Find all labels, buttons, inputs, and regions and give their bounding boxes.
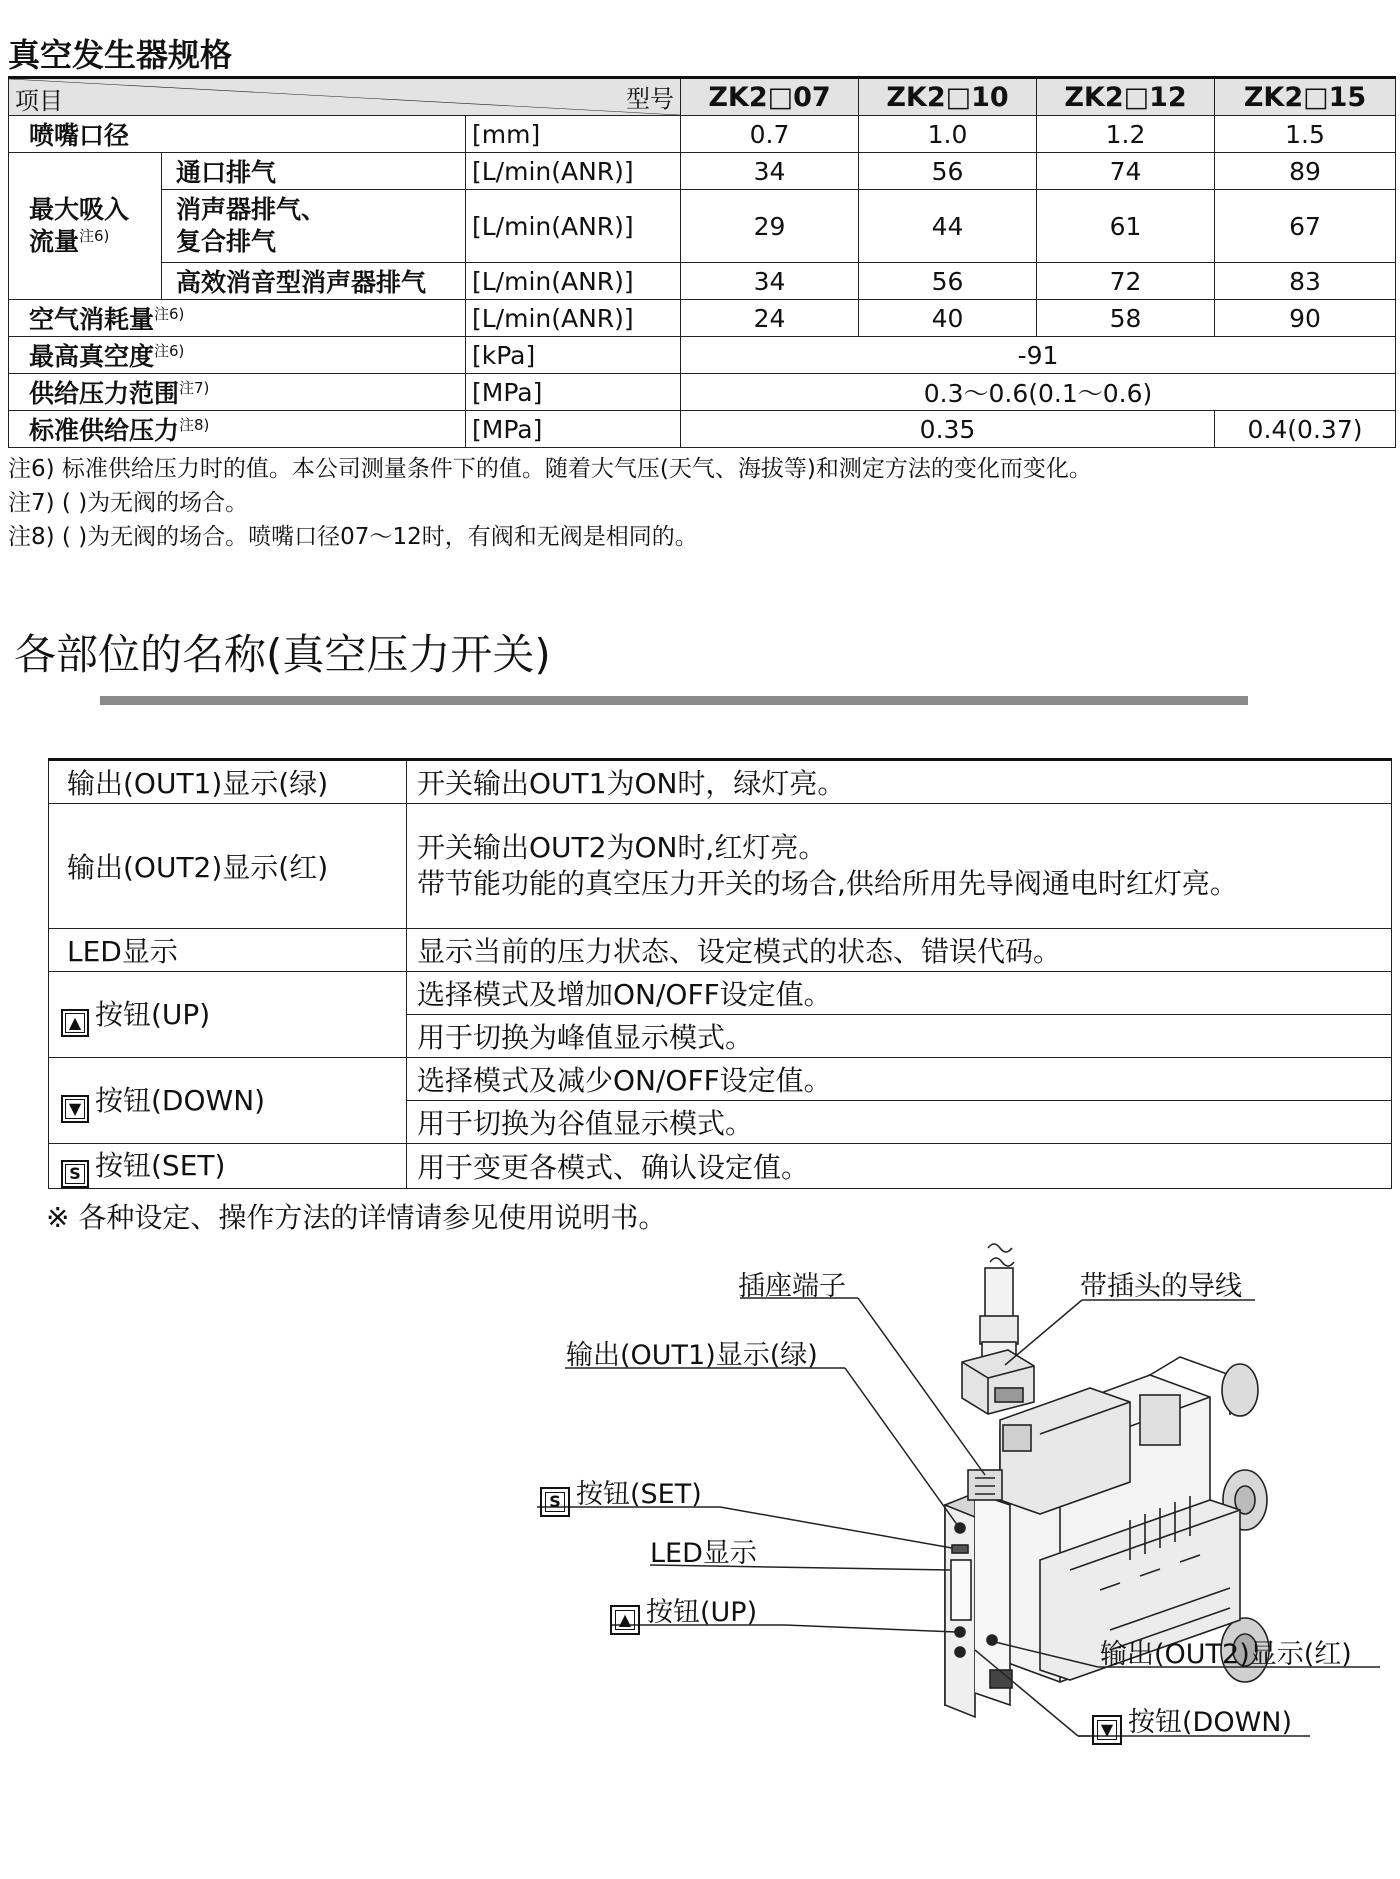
s-letter-icon: S [540, 1487, 570, 1517]
note-6: 注6) 标准供给压力时的值。本公司测量条件下的值。随着大气压(天气、海拔等)和测定方法的变化而变化。 [8, 456, 1092, 482]
note-ref: 注6) [154, 305, 185, 323]
model-header: ZK2□12 [1037, 78, 1215, 116]
part-name-text: 按钮(DOWN) [95, 1083, 266, 1117]
cell-value: 61 [1037, 190, 1215, 263]
note-ref: 注7) [179, 379, 210, 397]
label-up-button [610, 1590, 757, 1635]
part-name-text: 按钮(UP) [95, 997, 211, 1031]
row-unit: [MPa] [466, 374, 681, 411]
part-desc-line1: 开关输出OUT2为ON时,红灯亮。 [417, 831, 827, 864]
corner-item-label: 项目 [15, 87, 63, 115]
row-unit: [mm] [466, 116, 681, 153]
flow-group-line1: 最大吸入 [29, 195, 130, 224]
part-name-text: 按钮(SET) [95, 1149, 226, 1182]
label-text: 按钮(DOWN) [1128, 1707, 1293, 1738]
cell-value: 1.0 [859, 116, 1037, 153]
label-text: 按钮(SET) [576, 1479, 702, 1510]
part-name: 输出(OUT1)显示(绿) [49, 760, 407, 804]
cell-value: 74 [1037, 153, 1215, 190]
label-socket-terminal: 插座端子 [738, 1271, 846, 1302]
note-7: 注7) ( )为无阀的场合。 [8, 490, 249, 516]
model-header: ZK2□07 [681, 78, 859, 116]
cell-value: 89 [1215, 153, 1396, 190]
down-triangle-icon: ▼ [61, 1095, 89, 1123]
row-label-text: 标准供给压力 [29, 416, 180, 445]
note-ref: 注6) [154, 342, 185, 360]
cell-value: 72 [1037, 263, 1215, 300]
row-unit: [L/min(ANR)] [466, 190, 681, 263]
row-unit: [MPa] [466, 411, 681, 448]
part-desc: 用于变更各模式、确认设定值。 [407, 1144, 1392, 1189]
part-name: LED显示 [49, 929, 407, 972]
note-ref: 注6) [79, 227, 110, 245]
part-desc: 开关输出OUT1为ON时，绿灯亮。 [407, 760, 1392, 804]
part-desc: 用于切换为峰值显示模式。 [407, 1015, 1392, 1058]
row-label-text: 空气消耗量 [29, 305, 155, 334]
label-out2-indicator: 输出(OUT2)显示(红) [1100, 1639, 1352, 1670]
spec-title: 真空发生器规格 [8, 36, 233, 74]
cell-value: 24 [681, 300, 859, 337]
note-8: 注8) ( )为无阀的场合。喷嘴口径07～12时，有阀和无阀是相同的。 [8, 524, 698, 550]
label-text: 按钮(UP) [646, 1597, 758, 1628]
row-unit: [L/min(ANR)] [466, 300, 681, 337]
corner-model-label: 型号 [626, 85, 675, 113]
label-cable-with-plug: 带插头的导线 [1080, 1271, 1242, 1302]
cell-value: 0.3～0.6(0.1～0.6) [681, 374, 1396, 411]
row-label-line2: 复合排气 [176, 227, 277, 256]
parts-title: 各部位的名称(真空压力开关) [14, 630, 551, 679]
up-triangle-icon: ▲ [61, 1009, 89, 1037]
row-label-line1: 消声器排气、 [176, 195, 327, 224]
row-label-text: 供给压力范围 [29, 379, 180, 408]
cell-value: 56 [859, 153, 1037, 190]
label-led-display: LED显示 [650, 1538, 757, 1569]
note-ref: 注8) [179, 416, 210, 434]
part-desc: 选择模式及减少ON/OFF设定值。 [407, 1058, 1392, 1101]
part-name: 输出(OUT2)显示(红) [49, 804, 407, 929]
cell-value: 56 [859, 263, 1037, 300]
cell-value: 44 [859, 190, 1037, 263]
row-unit: [L/min(ANR)] [466, 263, 681, 300]
cell-value: -91 [681, 337, 1396, 374]
label-down-button [1092, 1700, 1292, 1745]
row-unit: [L/min(ANR)] [466, 153, 681, 190]
part-desc: 用于切换为谷值显示模式。 [407, 1101, 1392, 1144]
s-letter-icon: S [61, 1160, 89, 1188]
cell-value: 40 [859, 300, 1037, 337]
cell-value: 29 [681, 190, 859, 263]
label-out1-indicator: 输出(OUT1)显示(绿) [566, 1340, 818, 1371]
row-label: 高效消音型消声器排气 [162, 263, 466, 300]
cell-value: 90 [1215, 300, 1396, 337]
parts-footnote: ※ 各种设定、操作方法的详情请参见使用说明书。 [46, 1201, 667, 1234]
label-set-button [540, 1472, 702, 1517]
model-header: ZK2□10 [859, 78, 1037, 116]
part-desc: 显示当前的压力状态、设定模式的状态、错误代码。 [407, 929, 1392, 972]
down-triangle-icon: ▼ [1092, 1715, 1122, 1745]
cell-value: 67 [1215, 190, 1396, 263]
row-unit: [kPa] [466, 337, 681, 374]
cell-value: 34 [681, 153, 859, 190]
cell-value: 58 [1037, 300, 1215, 337]
row-label-text: 最高真空度 [29, 342, 155, 371]
part-desc-line2: 带节能功能的真空压力开关的场合,供给所用先导阀通电时红灯亮。 [417, 867, 1238, 900]
cell-value: 83 [1215, 263, 1396, 300]
cell-value: 0.35 [681, 411, 1215, 448]
cell-value: 1.5 [1215, 116, 1396, 153]
cell-value: 34 [681, 263, 859, 300]
model-header: ZK2□15 [1215, 78, 1396, 116]
row-label: 通口排气 [162, 153, 466, 190]
flow-group-line2: 流量 [29, 227, 80, 256]
row-label: 喷嘴口径 [9, 116, 466, 153]
cell-value: 1.2 [1037, 116, 1215, 153]
up-triangle-icon: ▲ [610, 1605, 640, 1635]
part-desc: 选择模式及增加ON/OFF设定值。 [407, 972, 1392, 1015]
cell-value: 0.4(0.37) [1215, 411, 1396, 448]
cell-value: 0.7 [681, 116, 859, 153]
